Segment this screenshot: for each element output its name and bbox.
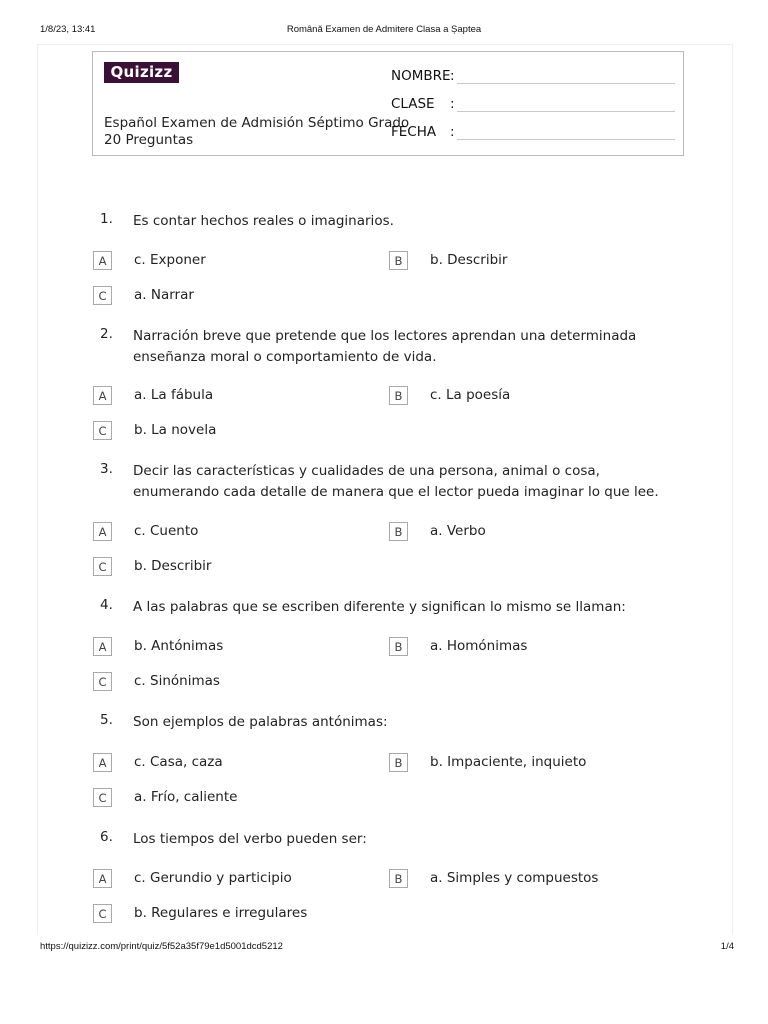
option-letter-box: A bbox=[93, 637, 112, 656]
option-letter-box: B bbox=[389, 869, 408, 888]
question-text: A las palabras que se escriben diferente y significan lo mismo se llaman: bbox=[133, 599, 626, 615]
option-letter-box: C bbox=[93, 904, 112, 923]
question-text: Los tiempos del verbo pueden ser: bbox=[133, 831, 367, 847]
option-letter-box: A bbox=[93, 522, 112, 541]
date-colon: : bbox=[450, 124, 455, 140]
option-letter-box: C bbox=[93, 557, 112, 576]
question-number: 6. bbox=[100, 829, 113, 845]
option-text: b. La novela bbox=[134, 422, 217, 438]
print-header bbox=[0, 24, 768, 38]
option-letter-box: C bbox=[93, 788, 112, 807]
question-text: Son ejemplos de palabras antónimas: bbox=[133, 714, 388, 730]
question-number: 3. bbox=[100, 461, 113, 477]
option-letter-box: B bbox=[389, 522, 408, 541]
option-text: b. Describir bbox=[430, 252, 508, 268]
option-text: a. Verbo bbox=[430, 523, 486, 539]
class-line bbox=[457, 111, 675, 112]
print-date: 1/8/23, 13:41 bbox=[40, 24, 96, 35]
option-text: a. Frío, caliente bbox=[134, 789, 238, 805]
date-field[interactable] bbox=[391, 124, 675, 144]
option-letter-box: A bbox=[93, 251, 112, 270]
name-colon: : bbox=[450, 68, 455, 84]
option-text: a. Simples y compuestos bbox=[430, 870, 599, 886]
option-letter-box: C bbox=[93, 421, 112, 440]
option-letter-box: C bbox=[93, 672, 112, 691]
quizizz-logo: Quizizz bbox=[104, 62, 179, 83]
print-footer bbox=[0, 941, 768, 955]
question-number: 5. bbox=[100, 712, 113, 728]
question-number: 4. bbox=[100, 597, 113, 613]
name-field[interactable] bbox=[391, 68, 675, 88]
option-letter-box: A bbox=[93, 753, 112, 772]
print-url: https://quizizz.com/print/quiz/5f52a35f79e1d5001dcd5212 bbox=[40, 941, 283, 952]
name-label: NOMBRE bbox=[391, 68, 451, 84]
option-text: c. La poesía bbox=[430, 387, 511, 403]
option-letter-box: A bbox=[93, 869, 112, 888]
option-letter-box: B bbox=[389, 386, 408, 405]
quiz-title: Español Examen de Admisión Séptimo Grado bbox=[104, 115, 410, 131]
option-text: b. Antónimas bbox=[134, 638, 224, 654]
page-number: 1/4 bbox=[720, 941, 734, 952]
option-letter-box: B bbox=[389, 251, 408, 270]
date-label: FECHA bbox=[391, 124, 437, 140]
question-count: 20 Preguntas bbox=[104, 132, 194, 148]
option-text: c. Gerundio y participio bbox=[134, 870, 292, 886]
option-text: a. Narrar bbox=[134, 287, 194, 303]
option-text: a. La fábula bbox=[134, 387, 214, 403]
class-label: CLASE bbox=[391, 96, 435, 112]
option-letter-box: B bbox=[389, 637, 408, 656]
class-field[interactable] bbox=[391, 96, 675, 116]
option-letter-box: C bbox=[93, 286, 112, 305]
option-text: c. Sinónimas bbox=[134, 673, 220, 689]
quiz-header bbox=[92, 51, 684, 156]
option-text: b. Regulares e irregulares bbox=[134, 905, 308, 921]
name-line bbox=[457, 83, 675, 84]
option-text: a. Homónimas bbox=[430, 638, 528, 654]
print-title: Română Examen de Admitere Clasa a Șaptea bbox=[286, 24, 482, 35]
option-text: c. Exponer bbox=[134, 252, 206, 268]
class-colon: : bbox=[450, 96, 455, 112]
option-text: b. Impaciente, inquieto bbox=[430, 754, 587, 770]
option-letter-box: B bbox=[389, 753, 408, 772]
option-text: c. Cuento bbox=[134, 523, 199, 539]
question-text: Narración breve que pretende que los lectores aprendan una determinada enseñanza moral o comportamiento de vida. bbox=[133, 328, 637, 365]
option-letter-box: A bbox=[93, 386, 112, 405]
date-line bbox=[457, 139, 675, 140]
question-text: Es contar hechos reales o imaginarios. bbox=[133, 213, 394, 229]
question-number: 2. bbox=[100, 326, 113, 342]
question-number: 1. bbox=[100, 211, 113, 227]
question-text: Decir las características y cualidades de una persona, animal o cosa, enumerando cada detalle de manera que el lector pueda imaginar lo que lee. bbox=[133, 463, 659, 500]
option-text: b. Describir bbox=[134, 558, 212, 574]
option-text: c. Casa, caza bbox=[134, 754, 223, 770]
